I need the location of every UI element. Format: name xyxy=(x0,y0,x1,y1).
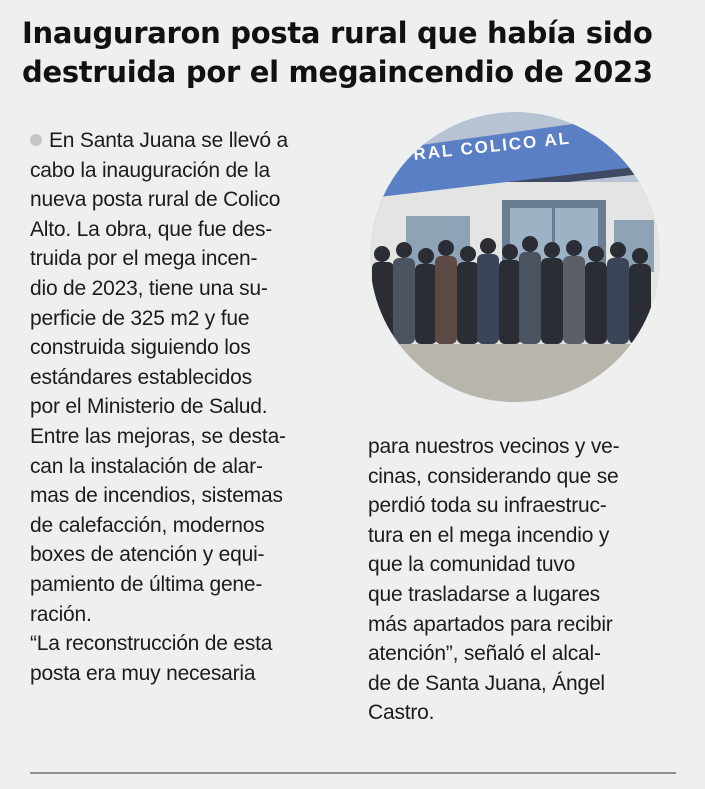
bullet-icon xyxy=(30,134,42,146)
body-line: En Santa Juana se llevó a xyxy=(30,126,338,156)
body-line: perdió toda su infraestruc- xyxy=(368,494,607,518)
headline-line-1: Inauguraron posta rural que había sido xyxy=(22,16,653,50)
article-photo xyxy=(370,112,660,402)
body-line: mas de incendios, sistemas xyxy=(30,484,283,508)
body-line: can la instalación de alar- xyxy=(30,454,263,478)
photo-ground xyxy=(370,344,660,402)
bottom-divider xyxy=(30,772,676,774)
body-line: que trasladarse a lugares xyxy=(368,582,600,606)
headline-line-2: destruida por el megaincendio de 2023 xyxy=(22,55,653,89)
article-headline xyxy=(22,14,682,92)
body-line: para nuestros vecinos y ve- xyxy=(368,435,620,458)
article-column-right xyxy=(368,432,680,728)
body-line: tura en el mega incendio y xyxy=(368,523,610,547)
body-line: posta era muy necesaria xyxy=(30,661,256,685)
body-line: Entre las mejoras, se desta- xyxy=(30,424,286,448)
body-line: de de Santa Juana, Ángel xyxy=(368,671,605,695)
body-line: dio de 2023, tiene una su- xyxy=(30,276,268,300)
body-line: ración. xyxy=(30,602,92,626)
body-line: cinas, considerando que se xyxy=(368,464,619,488)
body-line: más apartados para recibir xyxy=(368,612,613,636)
body-line: Castro. xyxy=(368,701,435,725)
body-line: cabo la inauguración de la xyxy=(30,158,270,182)
body-line: “La reconstrucción de esta xyxy=(30,632,273,656)
body-line: nueva posta rural de Colico xyxy=(30,188,281,212)
body-line: por el Ministerio de Salud. xyxy=(30,395,268,419)
body-line: perficie de 325 m2 y fue xyxy=(30,306,250,330)
article-column-left xyxy=(30,126,338,688)
photo-sign-text: RAL COLICO AL xyxy=(412,128,572,164)
body-line: boxes de atención y equi- xyxy=(30,543,265,567)
body-line: de calefacción, modernos xyxy=(30,513,265,537)
body-line: truida por el mega incen- xyxy=(30,247,258,271)
body-line: que la comunidad tuvo xyxy=(368,553,576,577)
body-line: construida siguiendo los xyxy=(30,336,251,360)
body-line: atención”, señaló el alcal- xyxy=(368,642,601,666)
body-line: pamiento de última gene- xyxy=(30,572,263,596)
body-line: Alto. La obra, que fue des- xyxy=(30,217,273,241)
body-line: estándares establecidos xyxy=(30,365,252,389)
